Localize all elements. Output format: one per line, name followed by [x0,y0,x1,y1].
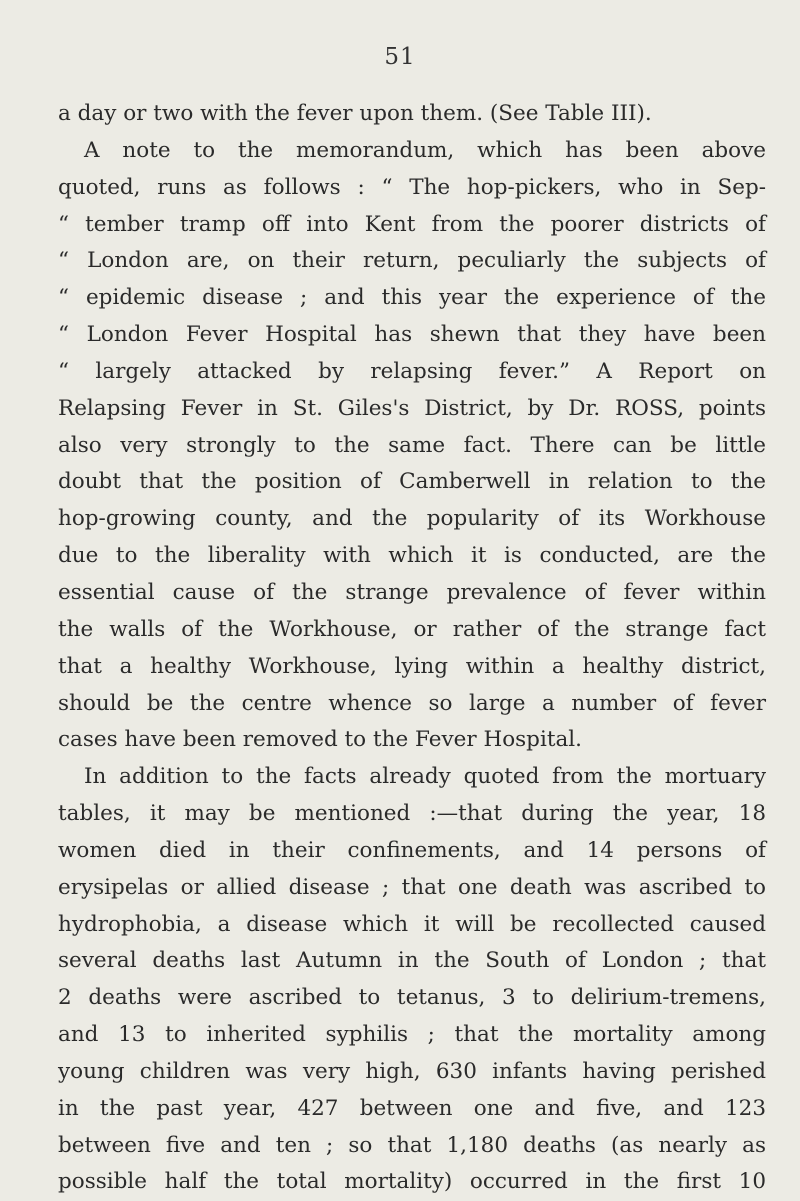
text-line: doubt that the position of Camberwell in relation to the [58,469,766,495]
text-line: In addition to the facts already quoted from the mortuary [84,764,766,790]
text-line: “ tember tramp off into Kent from the poorer districts of [58,211,766,237]
text-line: “ London Fever Hospital has shewn that they have been [58,322,766,348]
page-number: 51 [384,44,416,70]
text-line: between five and ten ; so that 1,180 deaths (as nearly as [58,1132,766,1158]
text-line: “ London are, on their return, peculiarly the subjects of [58,248,766,274]
text-line: hop-growing county, and the popularity of its Workhouse [58,506,766,532]
text-line: due to the liberality with which it is conducted, are the [58,543,766,569]
text-line: quoted, runs as follows : “ The hop-pickers, who in Sep- [58,174,766,200]
text-line: essential cause of the strange prevalence of fever within [58,579,766,605]
text-line: cases have been removed to the Fever Hospital. [58,727,582,753]
text-line: the walls of the Workhouse, or rather of the strange fact [58,616,766,642]
text-line: and 13 to inherited syphilis ; that the mortality among [58,1022,766,1048]
text-line: “ largely attacked by relapsing fever.” A Report on [58,358,766,384]
text-line: possible half the total mortality) occurred in the first 10 [58,1169,766,1195]
text-line: A note to the memorandum, which has been above [84,137,766,163]
text-line: erysipelas or allied disease ; that one death was ascribed to [58,874,766,900]
text-line: also very strongly to the same fact. There can be little [58,432,766,458]
text-line: tables, it may be mentioned :—that during the year, 18 [58,801,766,827]
text-line: in the past year, 427 between one and five, and 123 [58,1095,766,1121]
text-line: “ epidemic disease ; and this year the experience of the [58,285,766,311]
text-line: 2 deaths were ascribed to tetanus, 3 to delirium-tremens, [58,985,766,1011]
text-line: Relapsing Fever in St. Giles's District, by Dr. ROSS, points [58,395,766,421]
text-line: that a healthy Workhouse, lying within a healthy district, [58,653,766,679]
text-line: should be the centre whence so large a number of fever [58,690,766,716]
text-line: several deaths last Autumn in the South of London ; that [58,948,766,974]
body-text [58,96,766,1201]
text-line: hydrophobia, a disease which it will be recollected caused [58,911,766,937]
text-line: women died in their confinements, and 14 persons of [58,837,766,863]
text-line: young children was very high, 630 infants having perished [58,1058,766,1084]
text-line: a day or two with the fever upon them. (See Table III). [58,101,652,126]
